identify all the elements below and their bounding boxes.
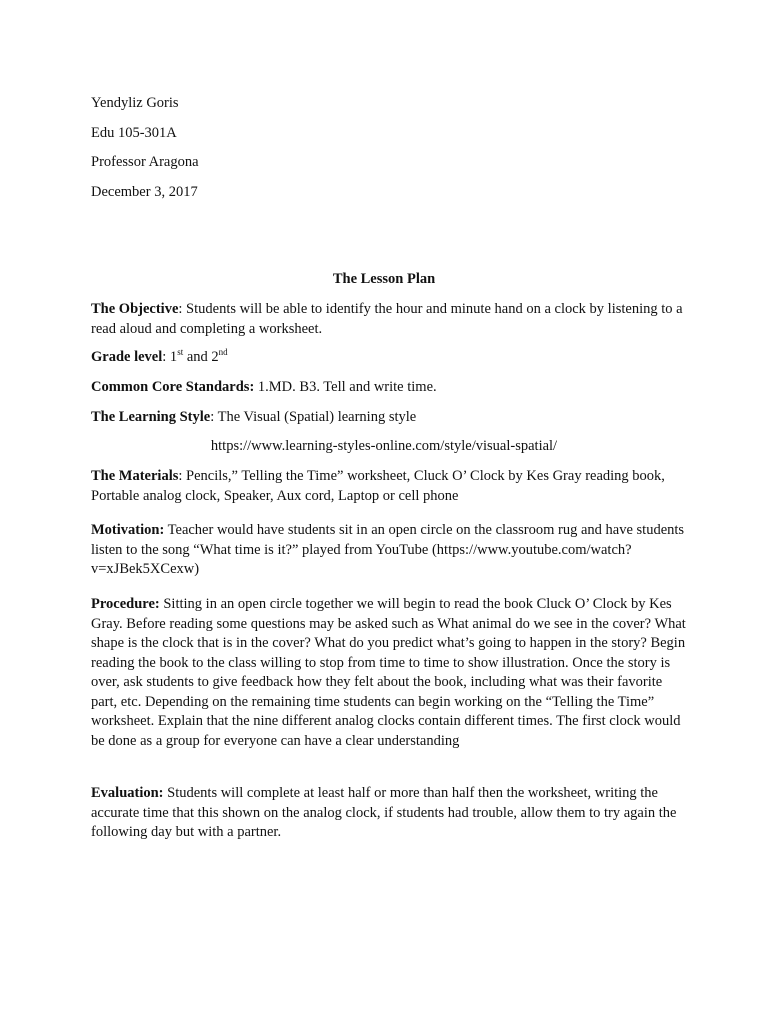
learning-style-text: : The Visual (Spatial) learning style [210,409,417,425]
grade-level-paragraph [91,348,691,368]
grade-level-label: Grade level [91,349,163,365]
procedure-text: Sitting in an open circle together we will begin to read the book Cluck O’ Clock by Kes Gray. Before reading some questions may be asked such as What animal do we see in the cover? What shape is the clock that is in the cover? What do you predict what’s going to happen in the story? Begin reading the book to the class willing to stop from time to time to show illustration. Once the story is over, ask students to give feedback how they felt about the book, including what was their favorite part, etc. Depending on the remaining time students can begin working on the “Telling the Time” worksheet. Explain that the nine different analog clocks contain different times. The first clock would be done as a group for everyone can have a clear understanding [91,596,686,749]
procedure-label: Procedure: [91,596,160,612]
objective-text: : Students will be able to identify the hour and minute hand on a clock by listening to a read aloud and completing a worksheet. [91,301,683,337]
common-core-paragraph [91,378,691,398]
learning-style-paragraph [91,408,691,428]
materials-label: The Materials [91,468,179,484]
common-core-label: Common Core Standards: [91,379,255,395]
objective-paragraph [91,300,691,339]
evaluation-label: Evaluation: [91,785,164,801]
document-date: December 3, 2017 [91,184,198,200]
grade-level-middle: and 2 [183,349,219,365]
course-code: Edu 105-301A [91,125,177,141]
learning-style-label: The Learning Style [91,409,211,425]
materials-text: : Pencils,” Telling the Time” worksheet, Cluck O’ Clock by Kes Gray reading book, Portable analog clock, Speaker, Aux cord, Laptop or cell phone [91,468,665,504]
grade-level-sup-second: nd [218,347,228,357]
common-core-text: 1.MD. B3. Tell and write time. [254,379,437,395]
student-name: Yendyliz Goris [91,95,179,111]
motivation-text: Teacher would have students sit in an open circle on the classroom rug and have students listen to the song “What time is it?” played from YouTube (https://www.youtube.com/watch?v=xJBek5XCexw) [91,522,685,577]
objective-label: The Objective [91,301,179,317]
motivation-paragraph [91,521,691,580]
grade-level-sup-first: st [177,347,184,357]
materials-paragraph [91,467,691,506]
professor-name: Professor Aragona [91,154,199,170]
evaluation-text: Students will complete at least half or more than half then the worksheet, writing the accurate time that this shown on the analog clock, if students had trouble, allow them to try again the following day but with a partner. [91,785,677,840]
evaluation-paragraph [91,784,691,843]
grade-level-prefix: : 1 [162,349,178,365]
motivation-label: Motivation: [91,522,165,538]
procedure-paragraph [91,595,691,751]
document-title: The Lesson Plan [332,271,436,287]
learning-style-url: https://www.learning-styles-online.com/style/visual-spatial/ [210,438,558,454]
